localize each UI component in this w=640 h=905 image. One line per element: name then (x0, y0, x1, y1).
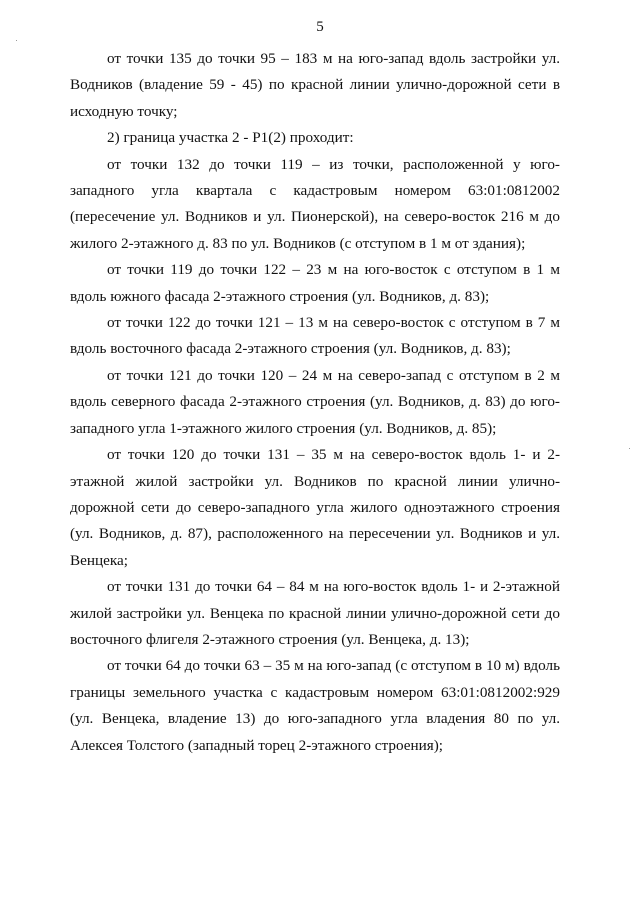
scan-speck (629, 448, 630, 449)
paragraph: от точки 121 до точки 120 – 24 м на северо-запад с отступом в 2 м вдоль северного фасада 2-этажного строения (ул. Водников, д. 83) до юго-западного угла 1-этажного жилого строения (ул. Водников, д. 85); (70, 366, 560, 437)
paragraph: от точки 135 до точки 95 – 183 м на юго-запад вдоль застройки ул. Водников (владение 59 - 45) по красной линии улично-дорожной сети в исходную точку; (70, 50, 560, 120)
paragraph: от точки 64 до точки 63 – 35 м на юго-запад (с отступом в 10 м) вдоль границы земельного участка с кадастровым номером 63:01:0812002:929 (ул. Венцека, владение 13) до юго-западного угла владения 80 по ул. Алексея Толстого (западный торец 2-этажного строения); (70, 657, 560, 754)
page-number: 5 (316, 19, 324, 35)
paragraph: от точки 120 до точки 131 – 35 м на северо-восток вдоль 1- и 2-этажной жилой застройки ул. Водников по красной линии улично-дорожной сети до северо-западного угла жилого одноэтажного строения (ул. Водников, д. 87), расположенного на пересечении ул. Водников и ул. Венцека; (70, 446, 560, 569)
document-body (70, 46, 560, 759)
paragraph: от точки 132 до точки 119 – из точки, расположенной у юго-западного угла квартала с кадастровым номером 63:01:0812002 (пересечение ул. Водников и ул. Пионерской), на северо-восток 216 м до жилого 2-этажного д. 83 по ул. Водников (с отступом в 1 м от здания); (70, 155, 560, 252)
scan-speck (16, 40, 17, 41)
paragraph: от точки 119 до точки 122 – 23 м на юго-восток с отступом в 1 м вдоль южного фасада 2-этажного строения (ул. Водников, д. 83); (70, 261, 560, 305)
paragraph: от точки 131 до точки 64 – 84 м на юго-восток вдоль 1- и 2-этажной жилой застройки ул. Венцека по красной линии улично-дорожной сети до восточного флигеля 2-этажного строения (ул. Венцека, д. 13); (70, 578, 560, 648)
paragraph: от точки 122 до точки 121 – 13 м на северо-восток с отступом в 7 м вдоль восточного фасада 2-этажного строения (ул. Водников, д. 83); (70, 314, 560, 358)
paragraph: 2) граница участка 2 - Р1(2) проходит: (107, 129, 354, 147)
